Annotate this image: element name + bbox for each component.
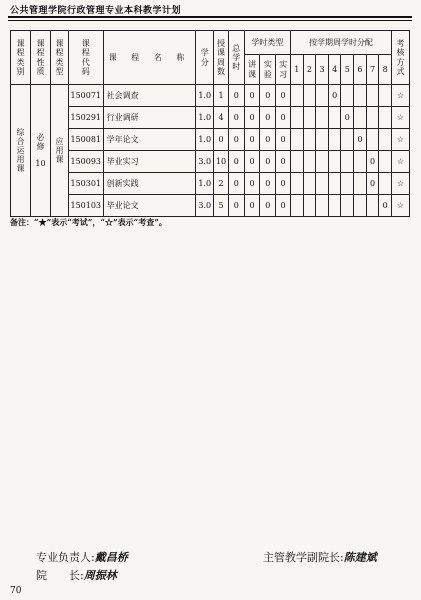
semester-cell [290,173,303,195]
table-row [11,195,410,217]
header-semester: 6 [354,55,367,85]
semester-cell [379,129,392,151]
total-hours-cell: 0 [228,129,244,151]
semester-cell: 0 [366,151,379,173]
table-row [11,129,410,151]
credit-cell: 1.0 [196,129,214,151]
group-type-cell: 应用课 [51,85,69,217]
semester-cell [354,85,367,107]
header-semester: 2 [303,55,316,85]
header-category: 课程类别 [11,31,31,85]
header-course-name: 课 程 名 称 [103,31,196,85]
semester-cell [354,151,367,173]
experiment-cell: 0 [260,129,276,151]
semester-cell [341,151,354,173]
total-hours-cell: 0 [228,85,244,107]
practice-cell: 0 [276,85,291,107]
semester-cell [316,151,329,173]
semester-cell [290,107,303,129]
semester-cell: 0 [366,173,379,195]
semester-cell [354,107,367,129]
header-semester: 3 [316,55,329,85]
header-semester: 1 [290,55,303,85]
course-rows [11,85,410,217]
weeks-cell: 2 [214,173,229,195]
header-lecture: 讲课 [244,55,260,85]
vice-dean-signature [263,549,377,565]
header-practice: 实习 [276,55,291,85]
course-code-cell: 150081 [68,129,103,151]
semester-cell [366,129,379,151]
semester-cell [303,129,316,151]
group-hours-text: 10 [35,159,46,169]
semester-cell: 0 [379,195,392,217]
experiment-cell: 0 [260,151,276,173]
semester-cell [328,195,341,217]
course-code-cell: 150291 [68,107,103,129]
assessment-cell: ☆ [391,85,409,107]
dean-name: 周振林 [83,569,117,582]
header-type: 课程类型 [51,31,69,85]
header-total-hours: 总学时 [228,31,244,85]
experiment-cell: 0 [260,173,276,195]
course-name-cell: 行业调研 [103,107,196,129]
teaching-plan-table [10,30,410,217]
header-weeks: 授课周数 [214,31,229,85]
total-hours-cell: 0 [228,173,244,195]
vice-dean-name: 陈建斌 [343,551,377,564]
semester-cell [290,85,303,107]
major-lead-signature [36,549,128,565]
lecture-cell: 0 [244,129,260,151]
semester-cell: 0 [341,107,354,129]
semester-cell: 0 [328,85,341,107]
group-nature-text: 必修 [36,132,45,151]
weeks-cell: 1 [214,85,229,107]
course-name-cell: 毕业论文 [103,195,196,217]
dean-signature [36,567,117,583]
table-row [11,151,410,173]
header-rule-thick [8,16,412,18]
weeks-cell: 0 [214,129,229,151]
semester-cell [316,195,329,217]
assessment-cell: ☆ [391,151,409,173]
experiment-cell: 0 [260,85,276,107]
credit-cell: 3.0 [196,151,214,173]
semester-cell [366,85,379,107]
practice-cell: 0 [276,129,291,151]
semester-cell [354,173,367,195]
semester-cell [354,195,367,217]
semester-cell [316,107,329,129]
experiment-cell: 0 [260,195,276,217]
semester-cell [366,107,379,129]
assessment-cell: ☆ [391,107,409,129]
course-code-cell: 150301 [68,173,103,195]
total-hours-cell: 0 [228,151,244,173]
assessment-cell: ☆ [391,173,409,195]
semester-cell [290,195,303,217]
course-name-cell: 社会调查 [103,85,196,107]
semester-cell [303,107,316,129]
table-row [11,85,410,107]
semester-cell [316,85,329,107]
credit-cell: 1.0 [196,107,214,129]
course-name-cell: 创新实践 [103,173,196,195]
semester-cell [303,85,316,107]
course-code-cell: 150071 [68,85,103,107]
header-rule-thin [8,20,412,21]
practice-cell: 0 [276,195,291,217]
header-code: 课程代码 [68,31,103,85]
lecture-cell: 0 [244,85,260,107]
semester-cell [328,173,341,195]
major-lead-label: 专业负责人: [36,551,95,564]
page-number: 70 [10,586,22,596]
semester-cell [341,173,354,195]
header-assessment: 考核方式 [391,31,409,85]
group-category-cell: 综合运用课 [11,85,31,217]
lecture-cell: 0 [244,107,260,129]
semester-cell [341,129,354,151]
weeks-cell: 5 [214,195,229,217]
total-hours-cell: 0 [228,195,244,217]
credit-cell: 3.0 [196,195,214,217]
table-row [11,107,410,129]
weeks-cell: 4 [214,107,229,129]
header-semester: 8 [379,55,392,85]
lecture-cell: 0 [244,151,260,173]
lecture-cell: 0 [244,195,260,217]
weeks-cell: 10 [214,151,229,173]
semester-cell [303,195,316,217]
semester-cell [316,173,329,195]
course-name-cell: 毕业实习 [103,151,196,173]
header-credit: 学分 [196,31,214,85]
credit-cell: 1.0 [196,173,214,195]
header-semester: 4 [328,55,341,85]
semester-cell [379,151,392,173]
header-experiment: 实验 [260,55,276,85]
semester-cell [303,173,316,195]
practice-cell: 0 [276,151,291,173]
semester-cell [290,129,303,151]
group-nature-cell [31,85,51,217]
table-row [11,173,410,195]
total-hours-cell: 0 [228,107,244,129]
semester-cell [328,129,341,151]
semester-cell [303,151,316,173]
semester-cell [341,85,354,107]
practice-cell: 0 [276,173,291,195]
assessment-cell: ☆ [391,129,409,151]
practice-cell: 0 [276,107,291,129]
header-nature: 课程性质 [31,31,51,85]
page-header-title: 公共管理学院行政管理专业本科教学计划 [10,6,182,16]
header-hours-type: 学时类型 [244,31,290,55]
dean-label: 院 长: [36,569,84,582]
semester-cell [316,129,329,151]
semester-cell [290,151,303,173]
semester-cell [328,151,341,173]
semester-cell [328,107,341,129]
course-name-cell: 学年论文 [103,129,196,151]
semester-cell [341,195,354,217]
header-semester: 5 [341,55,354,85]
course-code-cell: 150093 [68,151,103,173]
semester-cell [379,173,392,195]
semester-cell [379,107,392,129]
major-lead-name: 戴昌桥 [94,551,128,564]
vice-dean-label: 主管教学副院长: [263,551,344,564]
semester-cell [366,195,379,217]
semester-cell [379,85,392,107]
lecture-cell: 0 [244,173,260,195]
assessment-cell: ☆ [391,195,409,217]
semester-cell: 0 [354,129,367,151]
header-semester-distribution: 按学期周学时分配 [290,31,391,55]
experiment-cell: 0 [260,107,276,129]
course-code-cell: 150103 [68,195,103,217]
table-footnote: 备注：“★”表示“考试”，“☆”表示“考查”。 [10,217,167,227]
header-semester: 7 [366,55,379,85]
credit-cell: 1.0 [196,85,214,107]
